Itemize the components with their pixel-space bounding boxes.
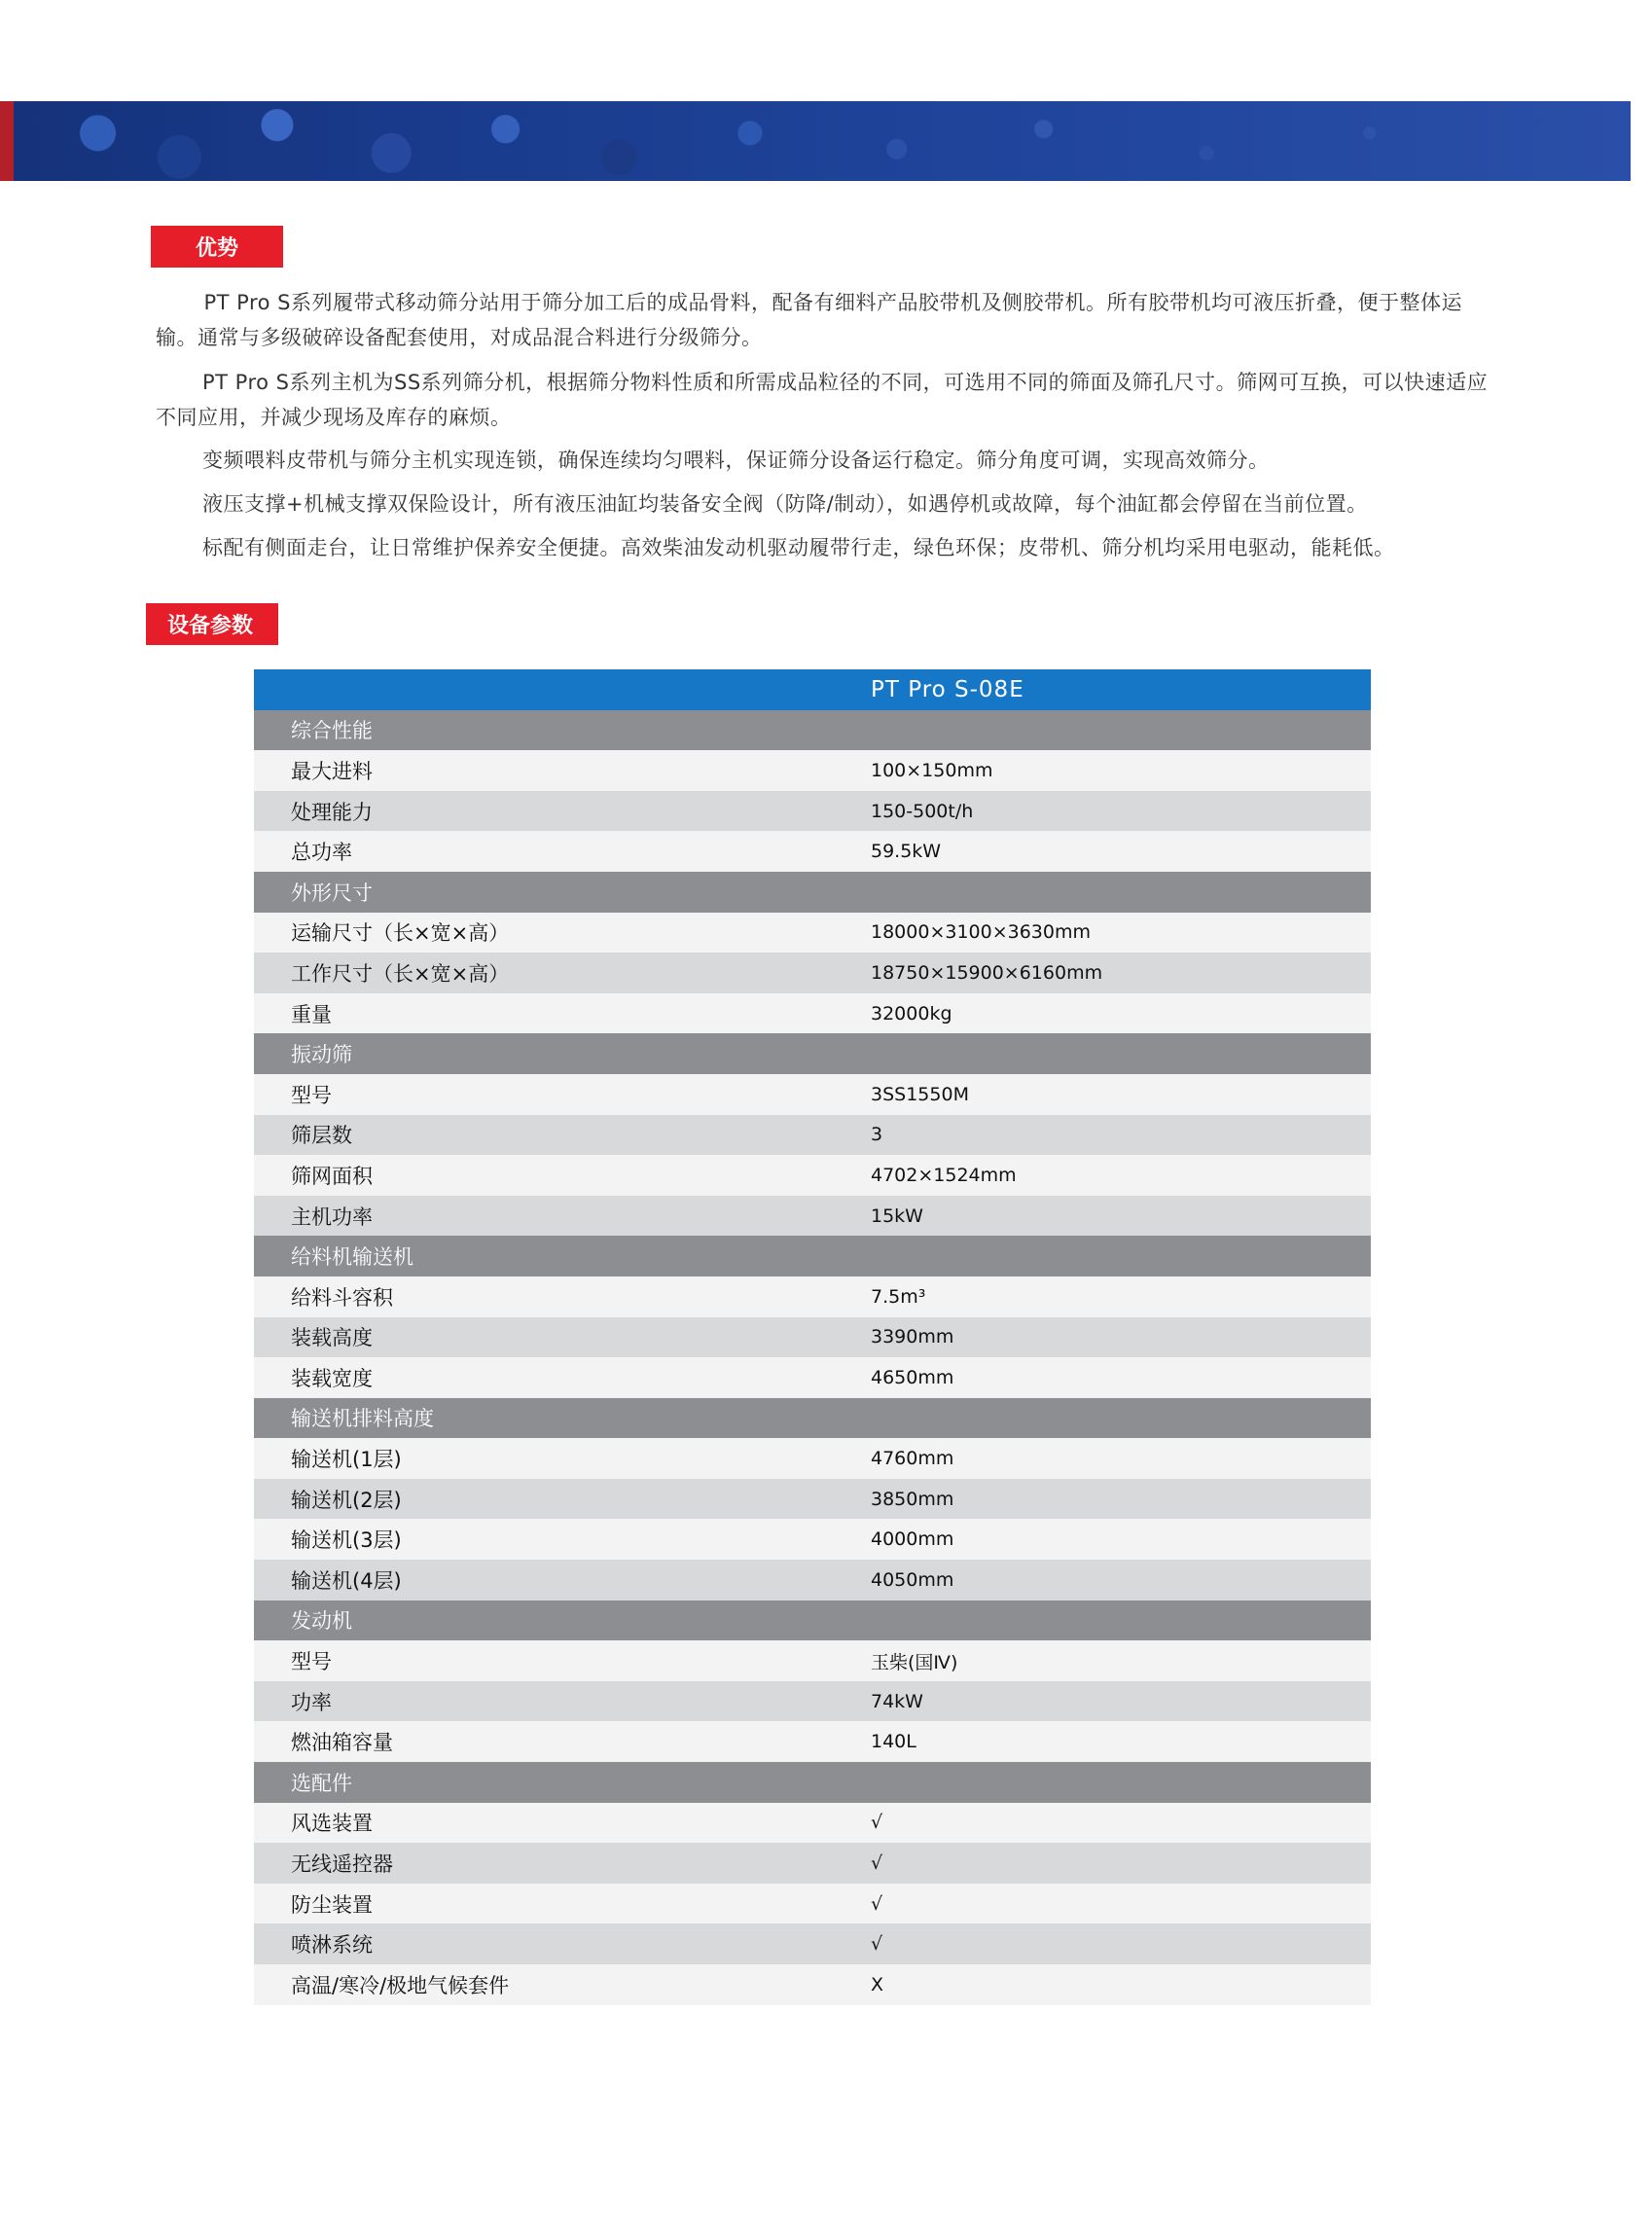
spec-row [254,993,1371,1034]
spec-value: √ [871,1812,883,1834]
spec-value: 3 [871,1124,883,1146]
spec-label: 最大进料 [291,759,373,783]
spec-group-label: 输送机排料高度 [291,1407,434,1431]
spec-value: √ [871,1852,883,1875]
spec-group-label: 综合性能 [291,719,373,743]
spec-group-label: 振动筛 [291,1043,352,1067]
spec-row [254,913,1371,953]
spec-row [254,1276,1371,1317]
spec-group-row [254,1033,1371,1074]
spec-value: 32000kg [871,1002,952,1025]
spec-value: 3850mm [871,1488,954,1510]
spec-row [254,831,1371,872]
spec-group-row [254,1762,1371,1803]
spec-label: 装载宽度 [291,1366,373,1390]
spec-label: 型号 [291,1083,332,1107]
spec-model-name: PT Pro S-08E [871,676,1024,702]
spec-row [254,1519,1371,1560]
spec-label: 输送机(3层) [291,1528,402,1553]
spec-row [254,1155,1371,1196]
spec-label: 燃油箱容量 [291,1731,393,1755]
spec-label: 功率 [291,1690,332,1714]
spec-row [254,1074,1371,1115]
spec-group-row [254,872,1371,913]
spec-table-header [254,669,1371,710]
section-tag-advantage-label: 优势 [196,236,239,261]
spec-value: 150-500t/h [871,800,974,822]
spec-row [254,750,1371,791]
spec-value: 7.5m³ [871,1285,926,1308]
spec-row [254,1357,1371,1398]
spec-table [254,669,1371,2005]
spec-row [254,1964,1371,2005]
spec-value: 140L [871,1731,916,1753]
spec-label: 给料斗容积 [291,1285,393,1310]
spec-value: 18750×15900×6160mm [871,961,1103,984]
spec-row [254,1196,1371,1237]
spec-value: 15kW [871,1204,923,1227]
spec-label: 运输尺寸（长×宽×高） [291,921,510,946]
spec-value: 4650mm [871,1366,954,1388]
spec-value: 4000mm [871,1528,954,1551]
advantage-paragraph-4: 液压支撑+机械支撑双保险设计，所有液压油缸均装备安全阀（防降/制动），如遇停机或故障，每个油缸都会停留在当前位置。 [202,492,1368,516]
spec-label: 风选装置 [291,1812,373,1836]
spec-label: 总功率 [291,841,352,865]
spec-label: 处理能力 [291,800,373,824]
spec-label: 喷淋系统 [291,1933,373,1958]
spec-label: 高温/寒冷/极地气候套件 [291,1973,510,1997]
spec-value: 18000×3100×3630mm [871,921,1092,944]
spec-row [254,791,1371,832]
spec-row [254,953,1371,993]
spec-row [254,1115,1371,1156]
spec-row [254,1681,1371,1722]
spec-label: 输送机(2层) [291,1488,402,1512]
section-tag-params-label: 设备参数 [167,614,254,638]
spec-label: 重量 [291,1002,332,1026]
spec-group-label: 发动机 [291,1609,352,1634]
advantage-paragraph-2: PT Pro S系列主机为SS系列筛分机，根据筛分物料性质和所需成品粒径的不同，可选用不同的筛面及筛孔尺寸。筛网可互换，可以快速适应不同应用，并减少现场及库存的麻烦。 [156,371,1489,429]
advantage-paragraph-3: 变频喂料皮带机与筛分主机实现连锁，确保连续均匀喂料，保证筛分设备运行稳定。筛分角度可调，实现高效筛分。 [202,449,1270,472]
spec-value: 4760mm [871,1448,954,1470]
spec-row [254,1317,1371,1358]
spec-value: 玉柴(国Ⅳ) [871,1651,958,1673]
spec-row [254,1923,1371,1964]
spec-label: 型号 [291,1650,332,1674]
spec-label: 输送机(1层) [291,1448,402,1472]
spec-group-label: 选配件 [291,1771,352,1795]
spec-value: √ [871,1933,883,1956]
header-banner-image [0,101,1631,181]
spec-value: 59.5kW [871,841,942,863]
spec-group-label: 外形尺寸 [291,881,373,905]
spec-row [254,1479,1371,1520]
spec-row [254,1438,1371,1479]
spec-group-row [254,1398,1371,1439]
spec-group-label: 给料机输送机 [291,1245,413,1270]
spec-value: 3390mm [871,1326,954,1348]
spec-group-row [254,1600,1371,1641]
section-tag-advantage [151,226,283,268]
advantage-paragraph-1: PT Pro S系列履带式移动筛分站用于筛分加工后的成品骨料，配备有细料产品胶带机及侧胶带机。所有胶带机均可液压折叠，便于整体运输。通常与多级破碎设备配套使用，对成品混合料进行分级筛分。 [156,291,1462,349]
spec-value: 4702×1524mm [871,1164,1017,1186]
spec-label: 装载高度 [291,1326,373,1350]
spec-row [254,1640,1371,1681]
spec-row [254,1560,1371,1600]
spec-row [254,1803,1371,1844]
spec-value: 3SS1550M [871,1083,969,1105]
spec-row [254,1721,1371,1762]
spec-label: 主机功率 [291,1204,373,1229]
spec-group-row [254,1236,1371,1276]
spec-group-row [254,710,1371,751]
banner-red-edge [0,101,14,181]
spec-label: 无线遥控器 [291,1852,393,1877]
spec-value: 4050mm [871,1568,954,1591]
spec-row [254,1843,1371,1884]
spec-value: 74kW [871,1690,923,1712]
spec-value: X [871,1973,884,1995]
spec-label: 输送机(4层) [291,1568,402,1593]
spec-label: 筛网面积 [291,1164,373,1188]
spec-label: 工作尺寸（长×宽×高） [291,961,510,986]
section-tag-params [146,603,278,645]
spec-value: 100×150mm [871,759,993,781]
spec-value: √ [871,1892,883,1915]
advantage-paragraph-5: 标配有侧面走台，让日常维护保养安全便捷。高效柴油发动机驱动履带行走，绿色环保；皮带机、筛分机均采用电驱动，能耗低。 [202,536,1395,559]
spec-row [254,1884,1371,1924]
spec-label: 防尘装置 [291,1892,373,1917]
spec-label: 筛层数 [291,1124,352,1148]
